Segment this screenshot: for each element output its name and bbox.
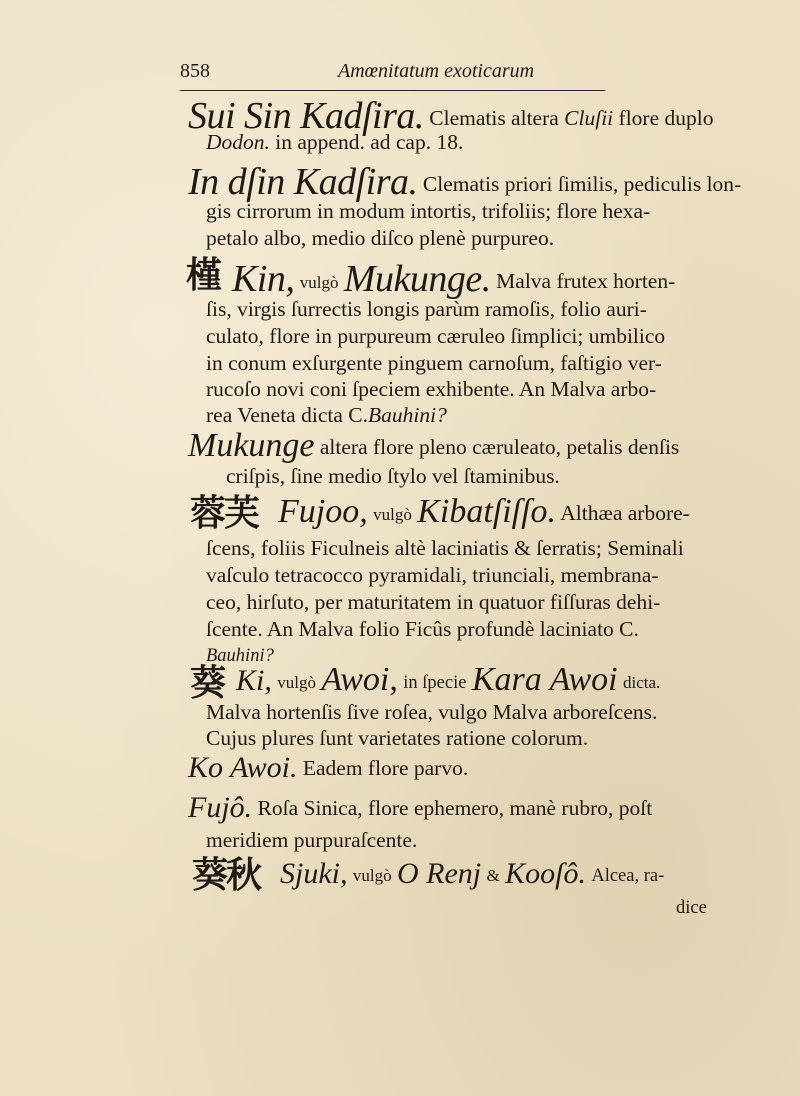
entry-text-line: culato, flore in purpureum cæruleo ſimplici; umbilico bbox=[206, 324, 666, 348]
kanji-glyph: 槿 bbox=[186, 255, 223, 296]
entry-text: Malva frutex horten- bbox=[496, 269, 676, 293]
kanji-glyph: 葵 bbox=[190, 663, 227, 704]
page-number: 858 bbox=[180, 60, 210, 82]
entry-heading: Fujoo, bbox=[278, 493, 368, 530]
entry-text-line: Dodon. in append. ad cap. 18. bbox=[206, 130, 464, 154]
entry-ki: Ki, vulgò Awoi, in ſpecie Kara Awoi dicta. bbox=[236, 661, 661, 698]
vernacular-name: Kooſô. bbox=[505, 857, 586, 890]
entry-text-line: rucoſo novi coni ſpeciem exhibente. An Malva arbo- bbox=[206, 377, 657, 401]
entry-mukunge-altera bbox=[188, 427, 680, 464]
entry-ko-awoi bbox=[188, 751, 469, 784]
entry-text-line: vaſculo tetracocco pyramidali, triunciali, membrana- bbox=[206, 563, 659, 587]
entry-text: Eadem flore parvo. bbox=[302, 756, 469, 780]
vernacular-name: O Renj bbox=[396, 857, 482, 890]
entry-in-dsin-kadsira bbox=[188, 162, 741, 202]
entry-text: Roſa Sinica, flore ephemero, manè rubro, poſt bbox=[257, 796, 653, 820]
author-name: Cluſii bbox=[564, 106, 614, 130]
running-title: Amœnitatum exoticarum bbox=[338, 60, 535, 82]
entry-text: Clematis altera bbox=[429, 106, 559, 130]
entry-text: Althæa arbore- bbox=[560, 501, 690, 525]
entry-text: altera flore pleno cæruleato, petalis denſis bbox=[319, 435, 680, 459]
entry-heading: Sui Sin Kadſira. bbox=[188, 95, 424, 137]
entry-text-line: meridiem purpuraſcente. bbox=[206, 828, 418, 852]
entry-text-line: in conum exſurgente pinguem carnoſum, faſtigio ver- bbox=[206, 351, 662, 375]
author-name: Bauhini? bbox=[367, 403, 447, 427]
entry-heading: Kin, bbox=[232, 258, 295, 300]
entry-text-line: criſpis, ſine medio ſtylo vel ſtaminibus. bbox=[226, 464, 560, 488]
entry-text: Alcea, ra- bbox=[591, 866, 665, 886]
entry-heading: Ko Awoi. bbox=[188, 751, 298, 784]
author-name: Bauhini? bbox=[206, 646, 274, 666]
vernacular-name: Kara Awoi bbox=[471, 661, 618, 698]
entry-text-line: ſcente. An Malva folio Ficûs profundè laciniato C. bbox=[206, 617, 639, 641]
entry-text-line: Malva hortenſis ſive roſea, vulgo Malva arboreſcens. bbox=[206, 700, 658, 724]
entry-heading: Ki, bbox=[236, 664, 272, 697]
entry-text-line: ſis, virgis ſurrectis longis parùm ramoſis, folio auri- bbox=[206, 297, 647, 321]
entry-sjuki: Sjuki, vulgò O Renj & Kooſô. Alcea, ra- bbox=[280, 857, 665, 890]
entry-text-line: rea Veneta dicta C.Bauhini? bbox=[206, 403, 447, 427]
entry-text: Clematis priori ſimilis, pediculis lon- bbox=[422, 172, 742, 196]
entry-fujo bbox=[188, 791, 653, 824]
entry-text-line: petalo albo, medio diſco plenè purpureo. bbox=[206, 226, 555, 250]
running-header bbox=[180, 56, 605, 91]
entry-heading: Sjuki, bbox=[280, 857, 348, 890]
entry-text-line: gis cirrorum in modum intortis, trifoliis; flore hexa- bbox=[206, 199, 651, 223]
vernacular-name: Mukunge. bbox=[343, 258, 491, 300]
entry-text-line: ſcens, foliis Ficulneis altè laciniatis & ſerratis; Seminali bbox=[206, 536, 684, 560]
entry-heading: Mukunge bbox=[188, 427, 315, 464]
entry-text-line: ceo, hirſuto, per maturitatem in quatuor fiſſuras dehi- bbox=[206, 590, 661, 614]
kanji-glyph: 葵秋 bbox=[192, 855, 261, 896]
entry-heading: Fujô. bbox=[188, 791, 253, 824]
entry-fujoo: Fujoo, vulgò Kibatſiſſo. Althæa arbore- bbox=[278, 493, 690, 530]
entry-text: flore duplo bbox=[618, 106, 714, 130]
entry-text-line: Cujus plures ſunt varietates ratione colorum. bbox=[206, 726, 589, 750]
entry-kin: Kin, vulgò Mukunge. Malva frutex horten- bbox=[232, 258, 676, 300]
catchword: dice bbox=[676, 898, 707, 918]
entry-heading: In dſin Kadſira. bbox=[188, 161, 418, 203]
kanji-glyph: 蓉芙 bbox=[190, 493, 259, 534]
vernacular-name: Awoi, bbox=[321, 661, 398, 698]
vernacular-name: Kibatſiſſo. bbox=[417, 493, 557, 530]
author-name: Dodon. bbox=[206, 130, 270, 154]
